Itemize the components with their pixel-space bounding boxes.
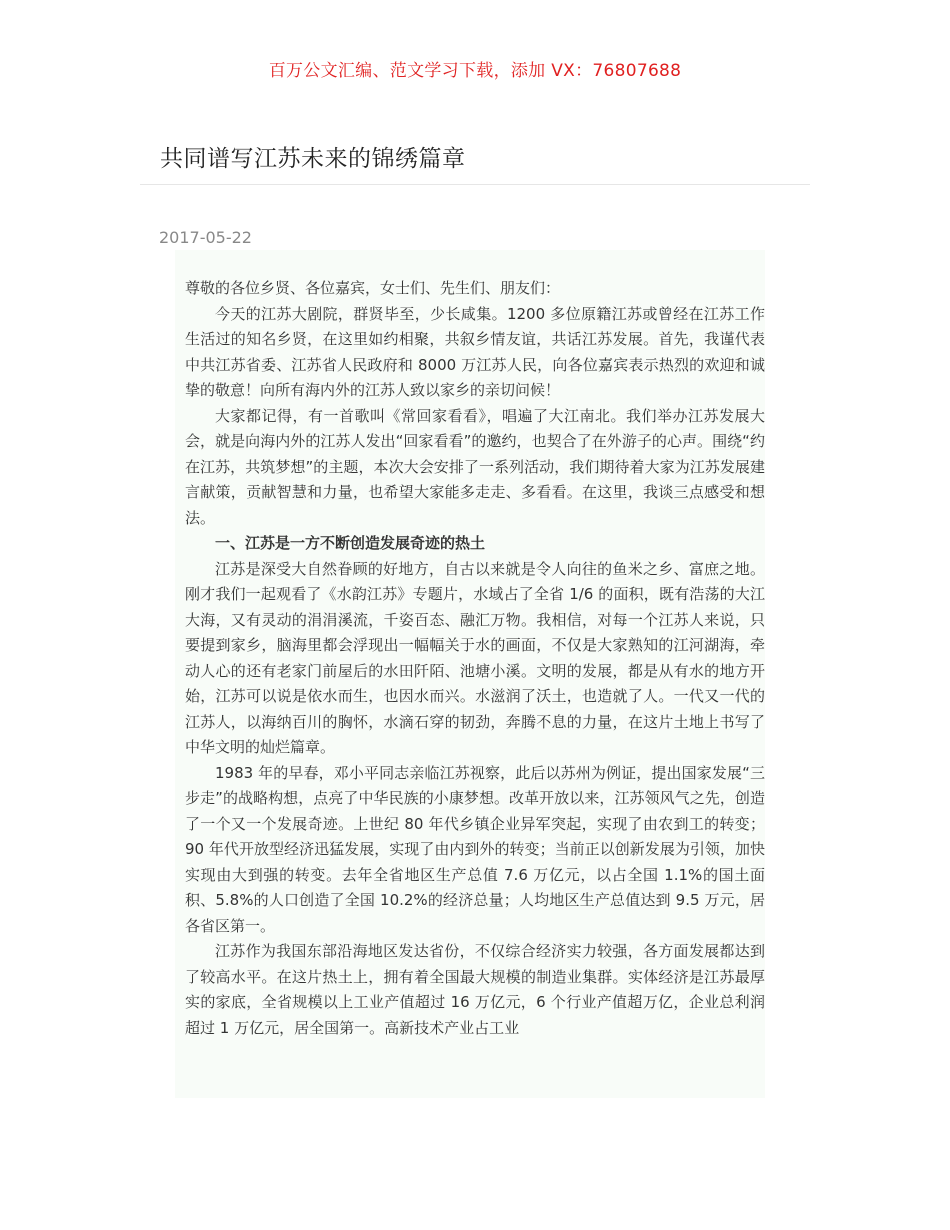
article-body xyxy=(175,250,765,1098)
paragraph: 大家都记得，有一首歌叫《常回家看看》，唱遍了大江南北。我们举办江苏发展大会，就是向海内外的江苏人发出“回家看看”的邀约，也契合了在外游子的心声。围绕“约在江苏，共筑梦想”的主题，本次大会安排了一系列活动，我们期待着大家为江苏发展建言献策，贡献智慧和力量，也希望大家能多走走、多看看。在这里，我谈三点感受和想法。 xyxy=(185,406,765,527)
greeting: 尊敬的各位乡贤、各位嘉宾，女士们、先生们、朋友们： xyxy=(185,279,561,297)
watermark-banner: 百万公文汇编、范文学习下载，添加 VX：76807688 xyxy=(268,61,682,81)
title-divider xyxy=(140,184,810,185)
paragraph: 1983 年的早春，邓小平同志亲临江苏视察，此后以苏州为例证，提出国家发展“三步走”的战略构想，点亮了中华民族的小康梦想。改革开放以来，江苏领风气之先，创造了一个又一个发展奇迹。上世纪 80 年代乡镇企业异军突起，实现了由农到工的转变；90 年代开放型经济迅猛发展，实现了由内到外的转变；当前正以创新发展为引领，加快实现由大到强的转变。去年全省地区生产总值 7.6 万亿元，以占全国 1.1%的国土面积、5.8%的人口创造了全国 10.2%的经济总量；人均地区生产总值达到 9.5 万元，居各省区第一。 xyxy=(185,763,765,935)
paragraph: 江苏是深受大自然眷顾的好地方，自古以来就是令人向往的鱼米之乡、富庶之地。刚才我们一起观看了《水韵江苏》专题片，水域占了全省 1/6 的面积，既有浩荡的大江大海，又有灵动的涓涓溪流，千姿百态、融汇万物。我相信，对每一个江苏人来说，只要提到家乡，脑海里都会浮现出一幅幅关于水的画面，不仅是大家熟知的江河湖海，牵动人心的还有老家门前屋后的水田阡陌、池塘小溪。文明的发展，都是从有水的地方开始，江苏可以说是依水而生，也因水而兴。水滋润了沃土，也造就了人。一代又一代的江苏人，以海纳百川的胸怀，水滴石穿的韧劲，奔腾不息的力量，在这片土地上书写了中华文明的灿烂篇章。 xyxy=(185,559,765,756)
article-title: 共同谱写江苏未来的锦绣篇章 xyxy=(160,146,466,172)
section-heading: 一、江苏是一方不断创造发展奇迹的热土 xyxy=(215,534,486,552)
article-date: 2017-05-22 xyxy=(159,228,252,247)
paragraph: 今天的江苏大剧院，群贤毕至，少长咸集。1200 多位原籍江苏或曾经在江苏工作生活过的知名乡贤，在这里如约相聚，共叙乡情友谊，共话江苏发展。首先，我谨代表中共江苏省委、江苏省人民政府和 8000 万江苏人民，向各位嘉宾表示热烈的欢迎和诚挚的敬意！向所有海内外的江苏人致以家乡的亲切问候！ xyxy=(185,304,765,399)
paragraph: 江苏作为我国东部沿海地区发达省份，不仅综合经济实力较强，各方面发展都达到了较高水平。在这片热土上，拥有着全国最大规模的制造业集群。实体经济是江苏最厚实的家底，全省规模以上工业产值超过 16 万亿元，6 个行业产值超万亿，企业总利润超过 1 万亿元，居全国第一。高新技术产业占工业 xyxy=(185,942,765,1037)
